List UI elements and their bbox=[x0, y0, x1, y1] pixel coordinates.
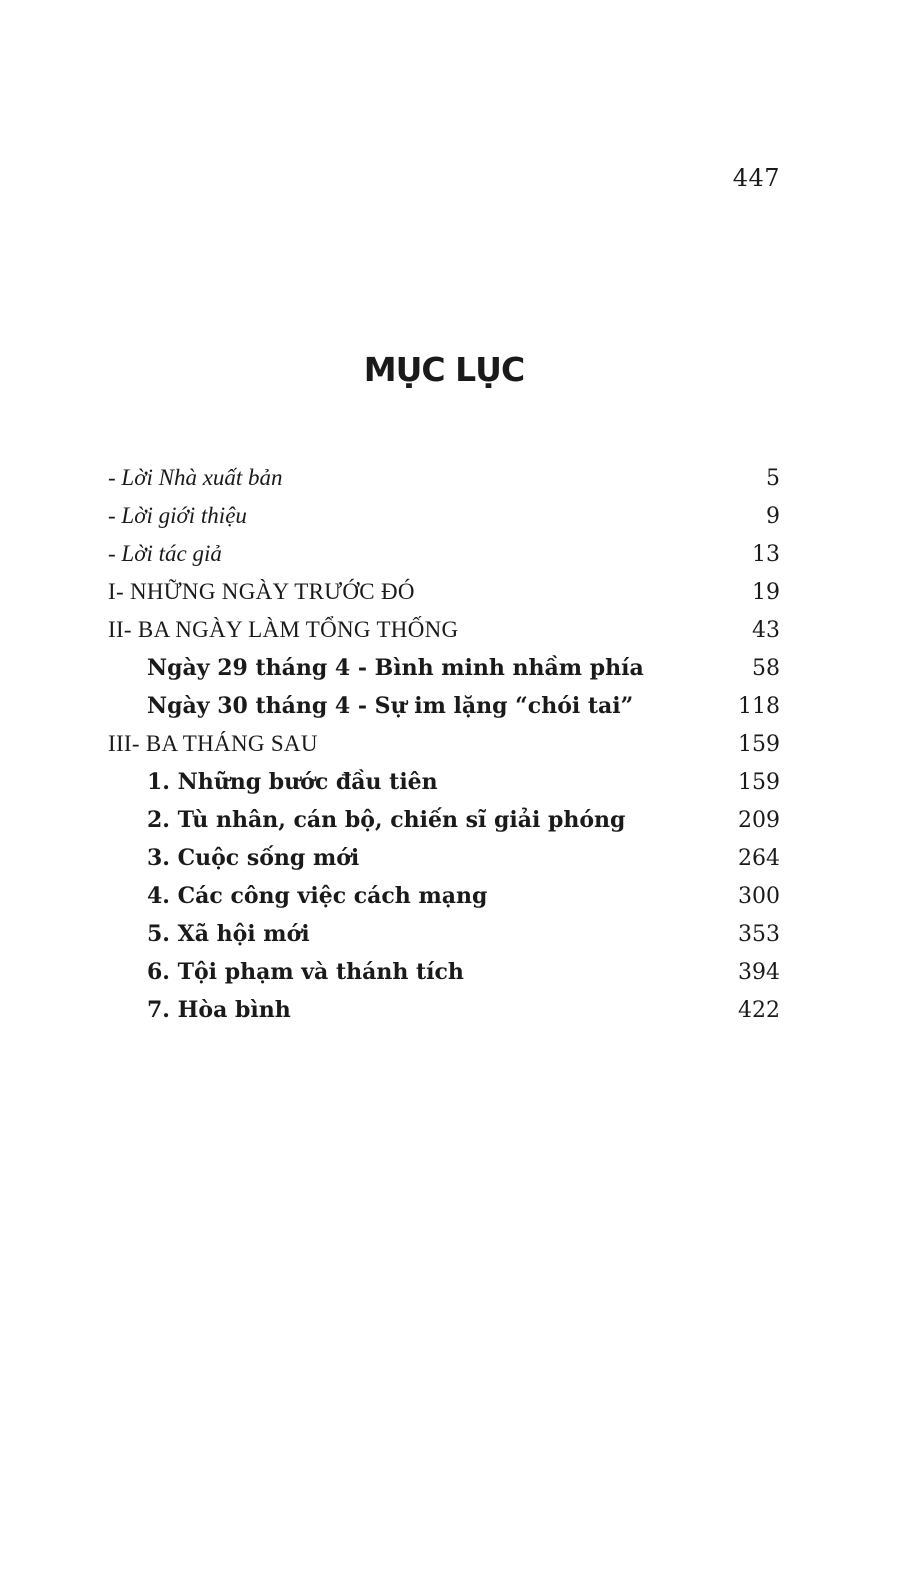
toc-entry-label: 6. Tội phạm và thánh tích bbox=[147, 959, 464, 985]
toc-chapter-1[interactable] bbox=[108, 579, 780, 617]
toc-entry-label: 1. Những bước đầu tiên bbox=[147, 769, 438, 795]
toc-entry-label: 3. Cuộc sống mới bbox=[147, 845, 360, 871]
toc-entry-page: 264 bbox=[738, 846, 780, 871]
toc-entry-label: 7. Hòa bình bbox=[147, 997, 291, 1023]
toc-entry-page: 58 bbox=[752, 656, 780, 681]
toc-chapter-2[interactable] bbox=[108, 617, 780, 655]
toc-section[interactable] bbox=[108, 807, 780, 845]
toc-entry-label: - Lời Nhà xuất bản bbox=[108, 465, 283, 490]
toc-entry-label: - Lời tác giả bbox=[108, 541, 222, 566]
toc-entry-publisher-note[interactable] bbox=[108, 465, 780, 503]
toc-entry-page: 394 bbox=[738, 960, 780, 985]
page-title: MỤC LỤC bbox=[363, 350, 525, 389]
toc-entry-page: 159 bbox=[738, 770, 780, 795]
toc-entry-page: 209 bbox=[738, 808, 780, 833]
toc-section[interactable] bbox=[108, 883, 780, 921]
toc-entry-author-note[interactable] bbox=[108, 541, 780, 579]
toc-section[interactable] bbox=[108, 769, 780, 807]
toc-entry-label: 2. Tù nhân, cán bộ, chiến sĩ giải phóng bbox=[147, 807, 626, 833]
toc-section[interactable] bbox=[108, 959, 780, 997]
toc-entry-label: 5. Xã hội mới bbox=[147, 921, 310, 947]
toc-entry-page: 9 bbox=[766, 504, 780, 529]
toc-entry-label: III- BA THÁNG SAU bbox=[108, 731, 318, 756]
toc-entry-page: 422 bbox=[738, 998, 780, 1023]
toc-entry-label: I- NHỮNG NGÀY TRƯỚC ĐÓ bbox=[108, 579, 415, 604]
toc-section[interactable] bbox=[108, 655, 780, 693]
toc-entry-label: II- BA NGÀY LÀM TỔNG THỐNG bbox=[108, 617, 459, 642]
toc-entry-label: Ngày 29 tháng 4 - Bình minh nhầm phía bbox=[147, 655, 644, 681]
toc-entry-page: 353 bbox=[738, 922, 780, 947]
toc-entry-label: Ngày 30 tháng 4 - Sự im lặng “chói tai” bbox=[147, 693, 634, 719]
toc-entry-label: 4. Các công việc cách mạng bbox=[147, 883, 488, 909]
toc-section[interactable] bbox=[108, 997, 780, 1035]
toc-entry-introduction[interactable] bbox=[108, 503, 780, 541]
toc-entry-page: 159 bbox=[738, 732, 780, 757]
toc-entry-page: 300 bbox=[738, 884, 780, 909]
toc-entry-label: - Lời giới thiệu bbox=[108, 503, 247, 528]
toc-section[interactable] bbox=[108, 921, 780, 959]
table-of-contents bbox=[108, 465, 780, 1035]
toc-chapter-3[interactable] bbox=[108, 731, 780, 769]
toc-entry-page: 13 bbox=[752, 542, 780, 567]
toc-entry-page: 5 bbox=[766, 466, 780, 491]
page-number: 447 bbox=[732, 164, 780, 192]
toc-section[interactable] bbox=[108, 845, 780, 883]
toc-entry-page: 19 bbox=[752, 580, 780, 605]
toc-section[interactable] bbox=[108, 693, 780, 731]
toc-entry-page: 43 bbox=[752, 618, 780, 643]
toc-entry-page: 118 bbox=[738, 694, 780, 719]
